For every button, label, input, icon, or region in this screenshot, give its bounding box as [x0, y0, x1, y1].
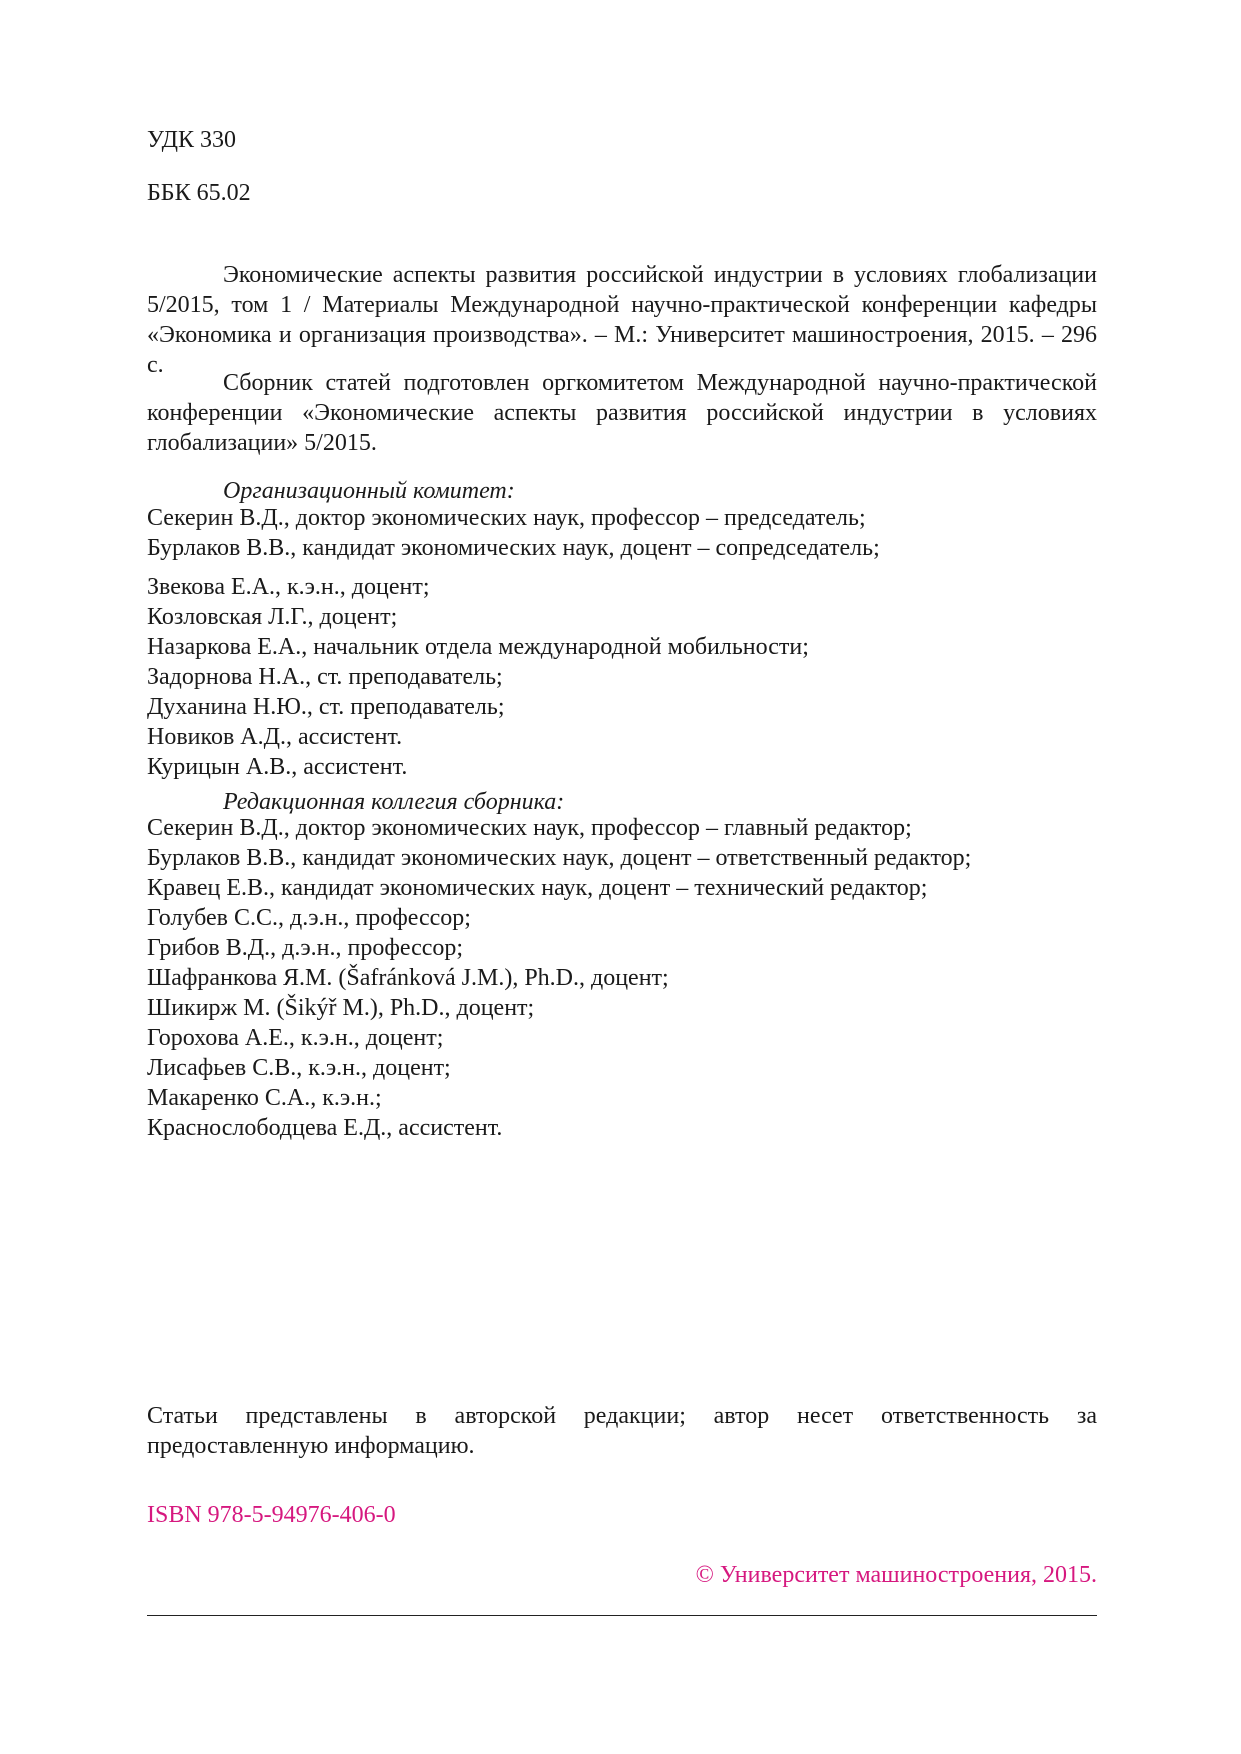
bottom-divider [147, 1615, 1097, 1616]
bibliographic-citation: Экономические аспекты развития российской индустрии в условиях глобализации 5/2015, том 1 / Материалы Международной научно-практической конференции кафедры «Экономика и организация производства». – М.: Университет машиностроения, 2015. – 296 с. [147, 262, 1097, 378]
org-committee-leaders [147, 503, 880, 563]
list-item: Лисафьев С.В., к.э.н., доцент; [147, 1055, 451, 1081]
list-item: Секерин В.Д., доктор экономических наук, профессор – председатель; [147, 505, 866, 531]
list-item: Бурлаков В.В., кандидат экономических наук, доцент – сопредседатель; [147, 535, 880, 561]
isbn-number: ISBN 978-5-94976-406-0 [147, 1502, 396, 1528]
list-item: Макаренко С.А., к.э.н.; [147, 1085, 382, 1111]
org-committee-heading: Организационный комитет: [223, 478, 515, 504]
list-item: Духанина Н.Ю., ст. преподаватель; [147, 694, 505, 720]
list-item: Голубев С.С., д.э.н., профессор; [147, 905, 471, 931]
bbk-code: ББК 65.02 [147, 180, 251, 206]
list-item: Шикирж М. (Šikýř M.), Ph.D., доцент; [147, 995, 535, 1021]
editorial-board-heading: Редакционная коллегия сборника: [223, 789, 565, 815]
list-item: Секерин В.Д., доктор экономических наук, профессор – главный редактор; [147, 815, 912, 841]
udk-code: УДК 330 [147, 127, 236, 153]
list-item: Бурлаков В.В., кандидат экономических наук, доцент – ответственный редактор; [147, 845, 972, 871]
list-item: Кравец Е.В., кандидат экономических наук, доцент – технический редактор; [147, 875, 928, 901]
list-item: Краснослободцева Е.Д., ассистент. [147, 1115, 503, 1141]
list-item: Шафранкова Я.М. (Šafránková J.M.), Ph.D., доцент; [147, 965, 669, 991]
collection-summary: Сборник статей подготовлен оргкомитетом Международной научно-практической конференции «Экономические аспекты развития российской индустрии в условиях глобализации» 5/2015. [147, 370, 1097, 456]
list-item: Горохова А.Е., к.э.н., доцент; [147, 1025, 444, 1051]
disclaimer-text: Статьи представлены в авторской редакции; автор несет ответственность за предоставленную информацию. [147, 1403, 1097, 1459]
list-item: Курицын А.В., ассистент. [147, 754, 408, 780]
org-committee-members [147, 572, 809, 782]
list-item: Назаркова Е.А., начальник отдела международной мобильности; [147, 634, 809, 660]
list-item: Козловская Л.Г., доцент; [147, 604, 398, 630]
copyright-notice: © Университет машиностроения, 2015. [695, 1562, 1097, 1588]
list-item: Звекова Е.А., к.э.н., доцент; [147, 574, 430, 600]
list-item: Грибов В.Д., д.э.н., профессор; [147, 935, 464, 961]
list-item: Новиков А.Д., ассистент. [147, 724, 403, 750]
editorial-board-members [147, 813, 971, 1143]
list-item: Задорнова Н.А., ст. преподаватель; [147, 664, 503, 690]
